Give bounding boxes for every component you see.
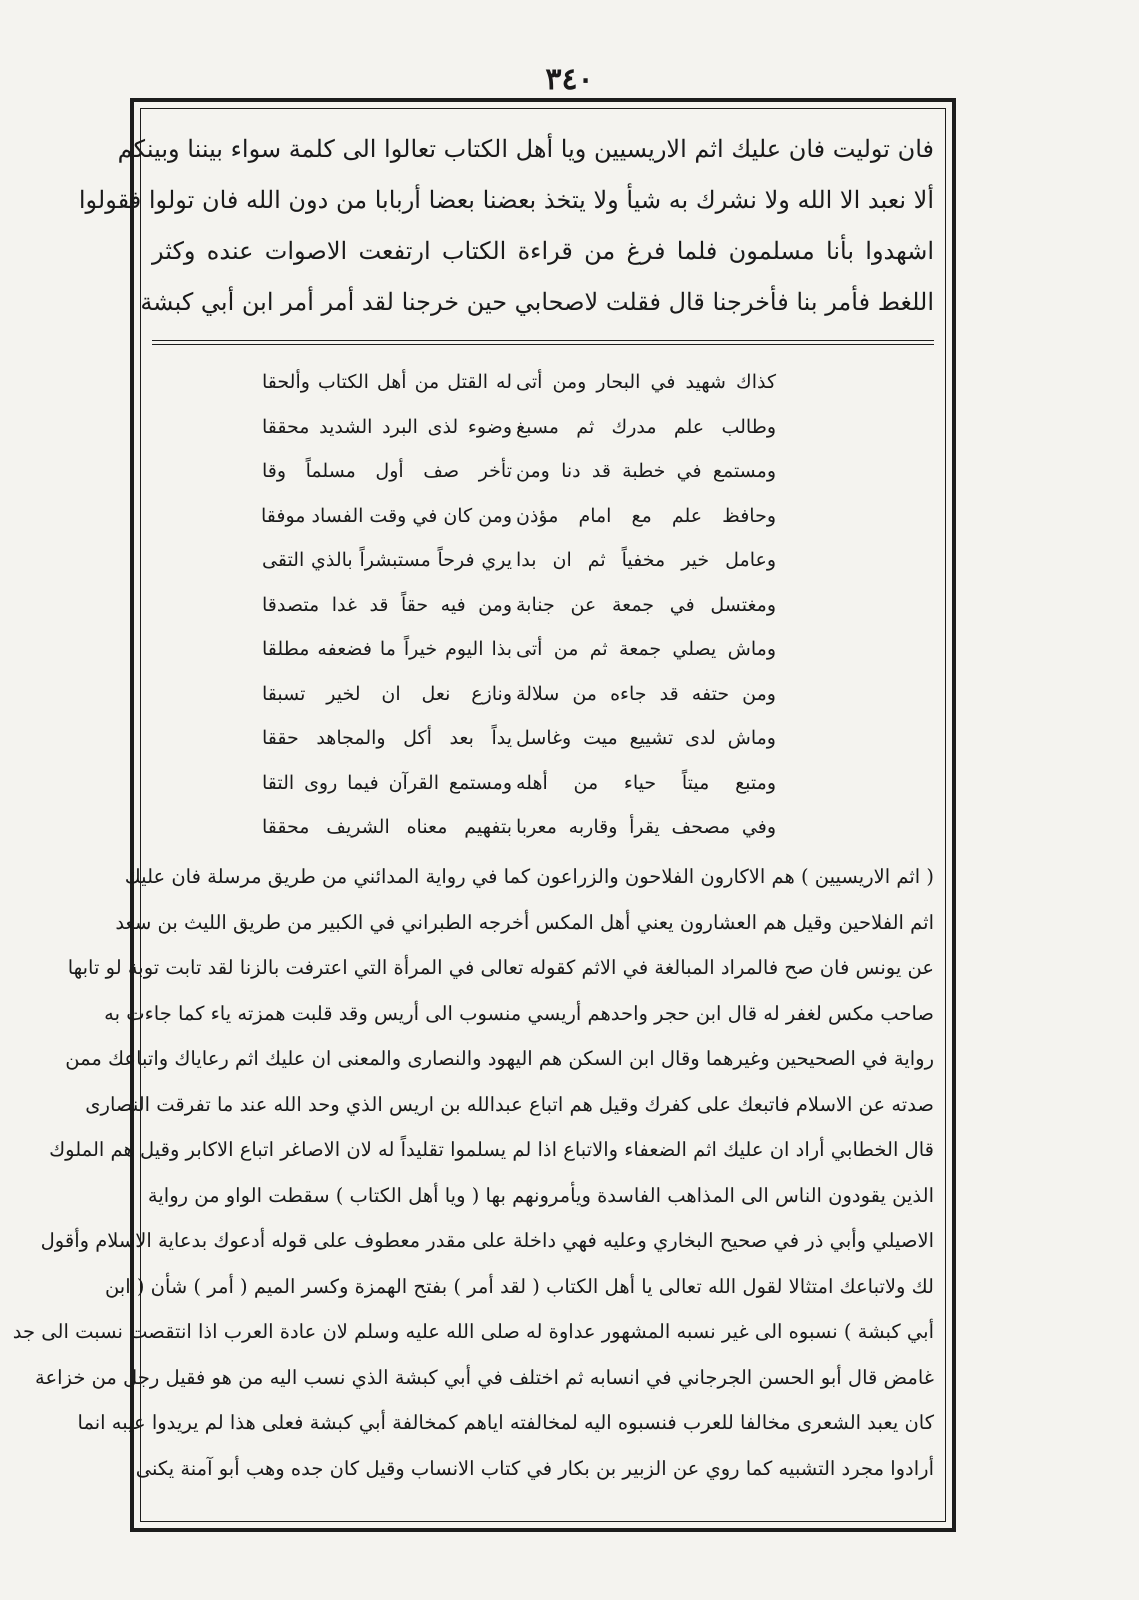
verse-first-half: ومغتسل في جمعة عن جنابة	[516, 593, 776, 616]
main-text-line: ألا نعبد الا الله ولا نشرك به شيأ ولا يتخذ بعضنا بعضا أربابا من دون الله فان تولوا فقولوا	[78, 186, 934, 214]
verse-second-half: يداً بعد أكل والمجاهد حققا	[262, 727, 512, 749]
commentary-line: الذين يقودون الناس الى المذاهب الفاسدة ويأمرونهم بها ( ويا أهل الكتاب ) سقطت الواو من رواية	[147, 1183, 934, 1207]
commentary-line: كان يعبد الشعرى مخالفا للعرب فنسبوه اليه لمخالفته اياهم كمخالفة أبي كبشة فعلى هذا لم يريدوا عيبه انما	[77, 1411, 934, 1434]
poem-verse	[134, 538, 952, 583]
verse-second-half: ومن كان في وقت الفساد موفقا	[261, 504, 512, 527]
poem-verse	[134, 805, 952, 850]
commentary-line: أرادوا مجرد التشبيه كما روي عن الزبير بن بكار في كتاب الانساب وقيل كان جده وهب أبو آمنة يكنى	[135, 1456, 934, 1480]
verse-second-half: وضوء لذى البرد الشديد محققا	[262, 415, 512, 438]
poem-verse	[134, 405, 952, 450]
poem-verse	[134, 761, 952, 806]
verse-second-half: بتفهيم معناه الشريف محققا	[262, 816, 512, 838]
verse-second-half: ومستمع القرآن فيما روى التقا	[262, 771, 512, 794]
section-divider	[152, 340, 934, 345]
commentary-line: ( اثم الاريسيين ) هم الاكارون الفلاحون والزراعون كما في رواية المدائني من طريق مرسلة فان عليك	[124, 865, 934, 888]
commentary-line: صاحب مكس لغفر له قال ابن حجر واحدهم أريسي منسوب الى أريس وقد قلبت همزته ياء كما جاءت به	[104, 1001, 934, 1025]
verse-second-half: له القتل من أهل الكتاب وألحقا	[262, 371, 512, 393]
verse-first-half: وطالب علم مدرك ثم مسبغ	[516, 415, 776, 438]
main-text-line: اللغط فأمر بنا فأخرجنا قال فقلت لاصحابي حين خرجنا لقد أمر أمر ابن أبي كبشة	[140, 288, 934, 316]
poem-verse	[134, 449, 952, 494]
verse-first-half: وماش لدى تشييع ميت وغاسل	[516, 727, 776, 749]
commentary-line: غامض قال أبو الحسن الجرجاني في انسابه ثم اختلف في أبي كبشة الذي نسب اليه من هو فقيل رجل من خزاعة	[35, 1365, 934, 1389]
verse-first-half: كذاك شهيد في البحار ومن أتى	[516, 371, 776, 393]
poem-verse	[134, 583, 952, 628]
commentary-line: رواية في الصحيحين وغيرهما وقال ابن السكن هم اليهود والنصارى والمعنى ان عليك اثم رعاياك واتباعك ممن	[65, 1047, 934, 1070]
commentary-line: صدته عن الاسلام فاتبعك على كفرك وقيل هم اتباع عبدالله بن اريس الذي وحد الله عند ما تفرقت النصارى	[85, 1092, 934, 1116]
verse-second-half: تأخر صف أول مسلماً وقا	[262, 460, 512, 482]
commentary-line: قال الخطابي أراد ان عليك اثم الضعفاء والاتباع اذا لم يسلموا تقليداً له لان الاصاغر اتباع الاكابر وقيل هم الملوك	[49, 1138, 934, 1161]
verse-second-half: يري فرحاً مستبشراً بالذي التقى	[262, 549, 512, 571]
verse-first-half: وعامل خير مخفياً ثم ان بدا	[516, 549, 776, 571]
verse-second-half: بذا اليوم خيراً ما فضعفه مطلقا	[262, 638, 512, 660]
poem-verse	[134, 360, 952, 405]
commentary-line: عن يونس فان صح فالمراد المبالغة في الاثم كقوله تعالى في المرأة التي اعترفت بالزنا لقد تابت توبة لو تابها	[67, 956, 934, 979]
verse-second-half: ونازع نعل ان لخير تسبقا	[262, 682, 512, 705]
poem-verse	[134, 494, 952, 539]
poem-verse	[134, 672, 952, 717]
verse-first-half: ومن حتفه قد جاءه من سلالة	[516, 682, 776, 705]
page-frame	[12, 98, 956, 1532]
main-text-line: فان توليت فان عليك اثم الاريسيين ويا أهل الكتاب تعالوا الى كلمة سواء بيننا وبينكم	[117, 135, 934, 163]
commentary-line: الاصيلي وأبي ذر في صحيح البخاري وعليه فهي داخلة على مقدر معطوف على قوله أدعوك بدعاية الاسلام وأقول	[40, 1229, 934, 1252]
commentary-line: لك ولاتباعك امتثالا لقول الله تعالى يا أهل الكتاب ( لقد أمر ) بفتح الهمزة وكسر الميم ( أمر ) شأن ( ابن	[104, 1274, 934, 1298]
verse-second-half: ومن فيه حقاً قد غدا متصدقا	[262, 593, 512, 616]
verse-first-half: وفي مصحف يقرأ وقاربه معربا	[516, 816, 776, 838]
main-text	[78, 124, 934, 328]
main-text-line: اشهدوا بأنا مسلمون فلما فرغ من قراءة الكتاب ارتفعت الاصوات عنده وكثر	[152, 237, 934, 265]
verse-first-half: وحافظ علم مع امام مؤذن	[516, 504, 776, 527]
commentary	[12, 854, 934, 1491]
verse-first-half: وماش يصلي جمعة ثم من أتى	[516, 638, 776, 660]
page-number: ٣٤٠	[545, 62, 594, 97]
poem-verse	[134, 627, 952, 672]
poem	[134, 360, 952, 850]
commentary-line: أبي كبشة ) نسبوه الى غير نسبه المشهور عداوة له صلى الله عليه وسلم لان عادة العرب اذا انتقصت نسبت الى جد	[12, 1320, 934, 1343]
poem-verse	[134, 716, 952, 761]
verse-first-half: ومستمع في خطبة قد دنا ومن	[516, 460, 776, 482]
verse-first-half: ومتبع ميتاً حياء من أهله	[516, 771, 776, 794]
commentary-line: اثم الفلاحين وقيل هم العشارون يعني أهل المكس أخرجه الطبراني في الكبير من طريق الليث بن سعد	[115, 910, 934, 934]
